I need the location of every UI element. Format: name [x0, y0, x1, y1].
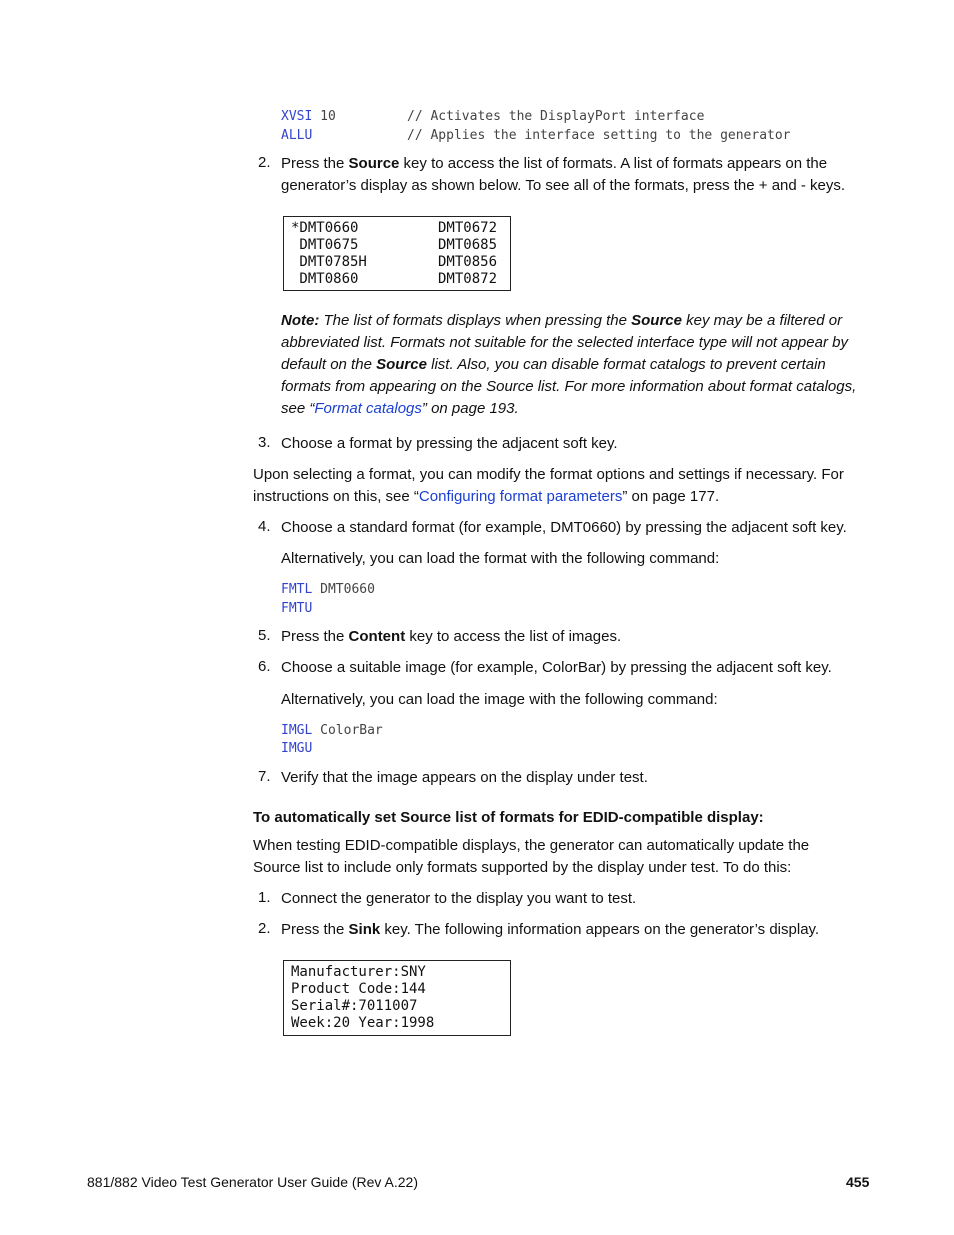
page-number: 455	[846, 1174, 870, 1190]
step-number: 4.	[258, 518, 271, 535]
lcd-cell: DMT0872	[438, 271, 498, 287]
command-keyword: XVSI	[281, 109, 313, 124]
note-text: list. Also, you can disable format catalogs to prevent certain formats from appearing on the Source list. For more information about format catalogs, see “	[281, 356, 857, 417]
lcd-cell: DMT0860	[291, 271, 359, 287]
command-arg: ColorBar	[320, 723, 383, 738]
step-text-part: key. The following information appears on the generator’s display.	[380, 921, 820, 938]
command-keyword: IMGU	[281, 741, 313, 756]
command-fmtu	[281, 601, 312, 616]
command-xvsi	[281, 109, 336, 124]
key-name: Source	[631, 312, 682, 329]
step-text: Connect the generator to the display you want to test.	[281, 890, 637, 907]
paragraph-text: ” on page 177.	[622, 488, 720, 505]
paragraph	[253, 464, 871, 508]
step-number: 1.	[258, 889, 271, 906]
format-catalogs-link[interactable]: Format catalogs	[314, 400, 422, 417]
step-number: 5.	[258, 627, 271, 644]
key-name: Source	[376, 356, 427, 373]
note-block	[281, 310, 873, 420]
lcd-line: Product Code:144	[291, 981, 426, 997]
command-imgl	[281, 723, 383, 738]
command-comment: // Applies the interface setting to the generator	[407, 128, 791, 143]
lcd-cell: DMT0685	[438, 237, 498, 253]
alternative-text: Alternatively, you can load the image with the following command:	[281, 691, 718, 708]
lcd-line: Week:20 Year:1998	[291, 1015, 435, 1031]
key-name: Sink	[348, 921, 381, 938]
key-name: Source	[348, 155, 400, 172]
step-number: 6.	[258, 658, 271, 675]
step-text	[281, 626, 621, 648]
source-list-display	[283, 216, 511, 291]
alternative-text: Alternatively, you can load the format with the following command:	[281, 550, 720, 567]
step-number: 3.	[258, 434, 271, 451]
command-allu	[281, 128, 312, 143]
step-text: Choose a standard format (for example, DMT0660) by pressing the adjacent soft key.	[281, 519, 847, 536]
step-text: Choose a format by pressing the adjacent soft key.	[281, 435, 618, 452]
step-number: 2.	[258, 920, 271, 937]
command-keyword: FMTL	[281, 582, 313, 597]
lcd-cell: DMT0675	[291, 237, 359, 253]
step-text-part: Press the	[281, 155, 349, 172]
lcd-cell: DMT0856	[438, 254, 498, 270]
key-name: Content	[348, 628, 406, 645]
section-heading: To automatically set Source list of formats for EDID-compatible display:	[253, 809, 764, 826]
paragraph-text: Upon selecting a format, you can modify the format options and settings if necessary. For instructions on this, see “	[253, 466, 844, 505]
command-keyword: IMGL	[281, 723, 313, 738]
command-arg: 10	[320, 109, 336, 124]
command-keyword: ALLU	[281, 128, 313, 143]
step-number: 2.	[258, 154, 271, 171]
paragraph: When testing EDID-compatible displays, the generator can automatically update the Source list to include only formats supported by the display under test. To do this:	[253, 837, 810, 876]
lcd-line: Serial#:7011007	[291, 998, 418, 1014]
note-text: key may be a filtered or abbreviated list. Formats not suitable for the selected interface type will not appear by default on the	[281, 312, 848, 373]
command-fmtl	[281, 582, 375, 597]
command-comment: // Activates the DisplayPort interface	[407, 109, 705, 124]
step-text	[281, 153, 871, 197]
step-text-part: Press the	[281, 628, 349, 645]
step-number: 7.	[258, 768, 271, 785]
step-text: Verify that the image appears on the display under test.	[281, 769, 648, 786]
command-keyword: FMTU	[281, 601, 313, 616]
step-text-part: key to access the list of formats. A list of formats appears on the generator’s display as shown below. To see all of the formats, press the + and - keys.	[281, 155, 846, 194]
step-text-part: Press the	[281, 921, 349, 938]
configuring-format-parameters-link[interactable]: Configuring format parameters	[418, 488, 623, 505]
step-text-part: key to access the list of images.	[405, 628, 622, 645]
command-arg: DMT0660	[320, 582, 375, 597]
lcd-cell: *DMT0660	[291, 220, 359, 236]
footer-title: 881/882 Video Test Generator User Guide (Rev A.22)	[87, 1174, 419, 1190]
lcd-cell: DMT0785H	[291, 254, 367, 270]
command-imgu	[281, 741, 312, 756]
sink-info-display	[283, 960, 511, 1036]
note-text: ” on page 193.	[421, 400, 519, 417]
step-text: Choose a suitable image (for example, ColorBar) by pressing the adjacent soft key.	[281, 659, 832, 676]
step-text	[281, 919, 819, 941]
lcd-line: Manufacturer:SNY	[291, 964, 426, 980]
lcd-cell: DMT0672	[438, 220, 498, 236]
note-label: Note:	[281, 312, 320, 329]
note-text: The list of formats displays when pressing the	[319, 312, 632, 329]
